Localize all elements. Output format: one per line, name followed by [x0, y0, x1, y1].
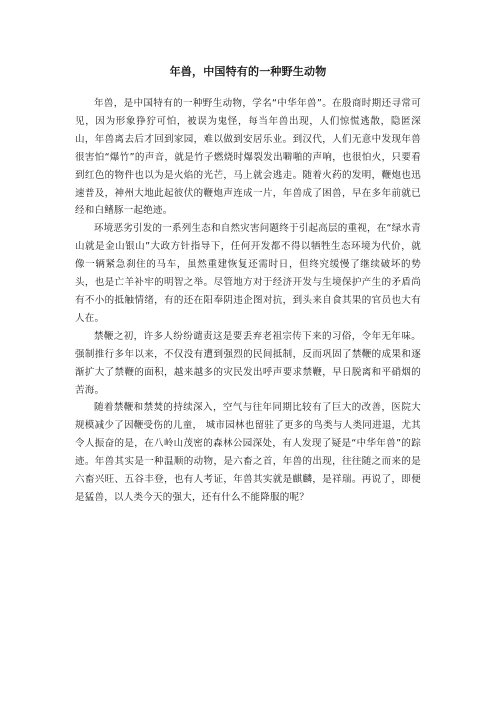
paragraph: 禁鞭之初，许多人纷纷谴责这是要丢弃老祖宗传下来的习俗，令年无年味。强制推行多年以来，不仅没有遭到强烈的民间抵制，反而巩固了禁鞭的成果和逐渐扩大了禁鞭的面积，越来越多的灾民发出呼声要求禁鞭，早日脱离和平硝烟的苦海。: [75, 330, 421, 396]
paragraph: 环境恶劣引发的一系列生态和自然灾害问题终于引起高层的重视，在“绿水青山就是金山银山”大政方针指导下，任何开发都不得以牺牲生态环境为代价，就像一辆紧急刹住的马车，虽然重建恢复还需时日，但终究缓慢了继续破坏的势头，也是亡羊补牢的明智之举。尽管地方对于经济开发与生境保护产生的矛盾尚有不小的抵触情绪，有的还在阳奉阴违企图对抗，到头来自食其果的官员也大有人在。: [75, 223, 421, 324]
paragraph: 年兽，是中国特有的一种野生动物，学名“中华年兽”。在殷商时期还寻常可见，因为形象狰狞可怕，被误为鬼怪，每当年兽出现，人们惊慌逃散，隐匿深山，年兽离去后才回到家园，难以做到安居乐业。到汉代，人们无意中发现年兽很害怕“爆竹”的声音，就是竹子燃烧时爆裂发出噼啪的声响，也很怕火，只要看到红色的物件也以为是火焰的光芒，马上就会逃走。随着火药的发明，鞭炮也迅速普及，神州大地此起彼伏的鞭炮声连成一片，年兽成了困兽，早在多年前就已经和白鳍豚一起绝迹。: [75, 98, 421, 217]
document-body: [75, 95, 421, 507]
document-title: 年兽，中国特有的一种野生动物: [169, 65, 327, 78]
paragraph: 随着禁鞭和禁焚的持续深入，空气与往年同期比较有了巨大的改善，医院大规模减少了因鞭受伤的儿童， 城市园林也留驻了更多的鸟类与人类同进退，尤其令人振奋的是，在八岭山茂密的森林公园深处，有人发现了疑是“中华年兽”的踪迹。年兽其实是一种温顺的动物，是六畜之首，年兽的出现，往往随之而来的是六畜兴旺、五谷丰登，也有人考证，年兽其实就是麒麟，是祥瑞。再说了，即便是猛兽，以人类今天的强大，还有什么不能降服的呢？: [75, 402, 421, 503]
